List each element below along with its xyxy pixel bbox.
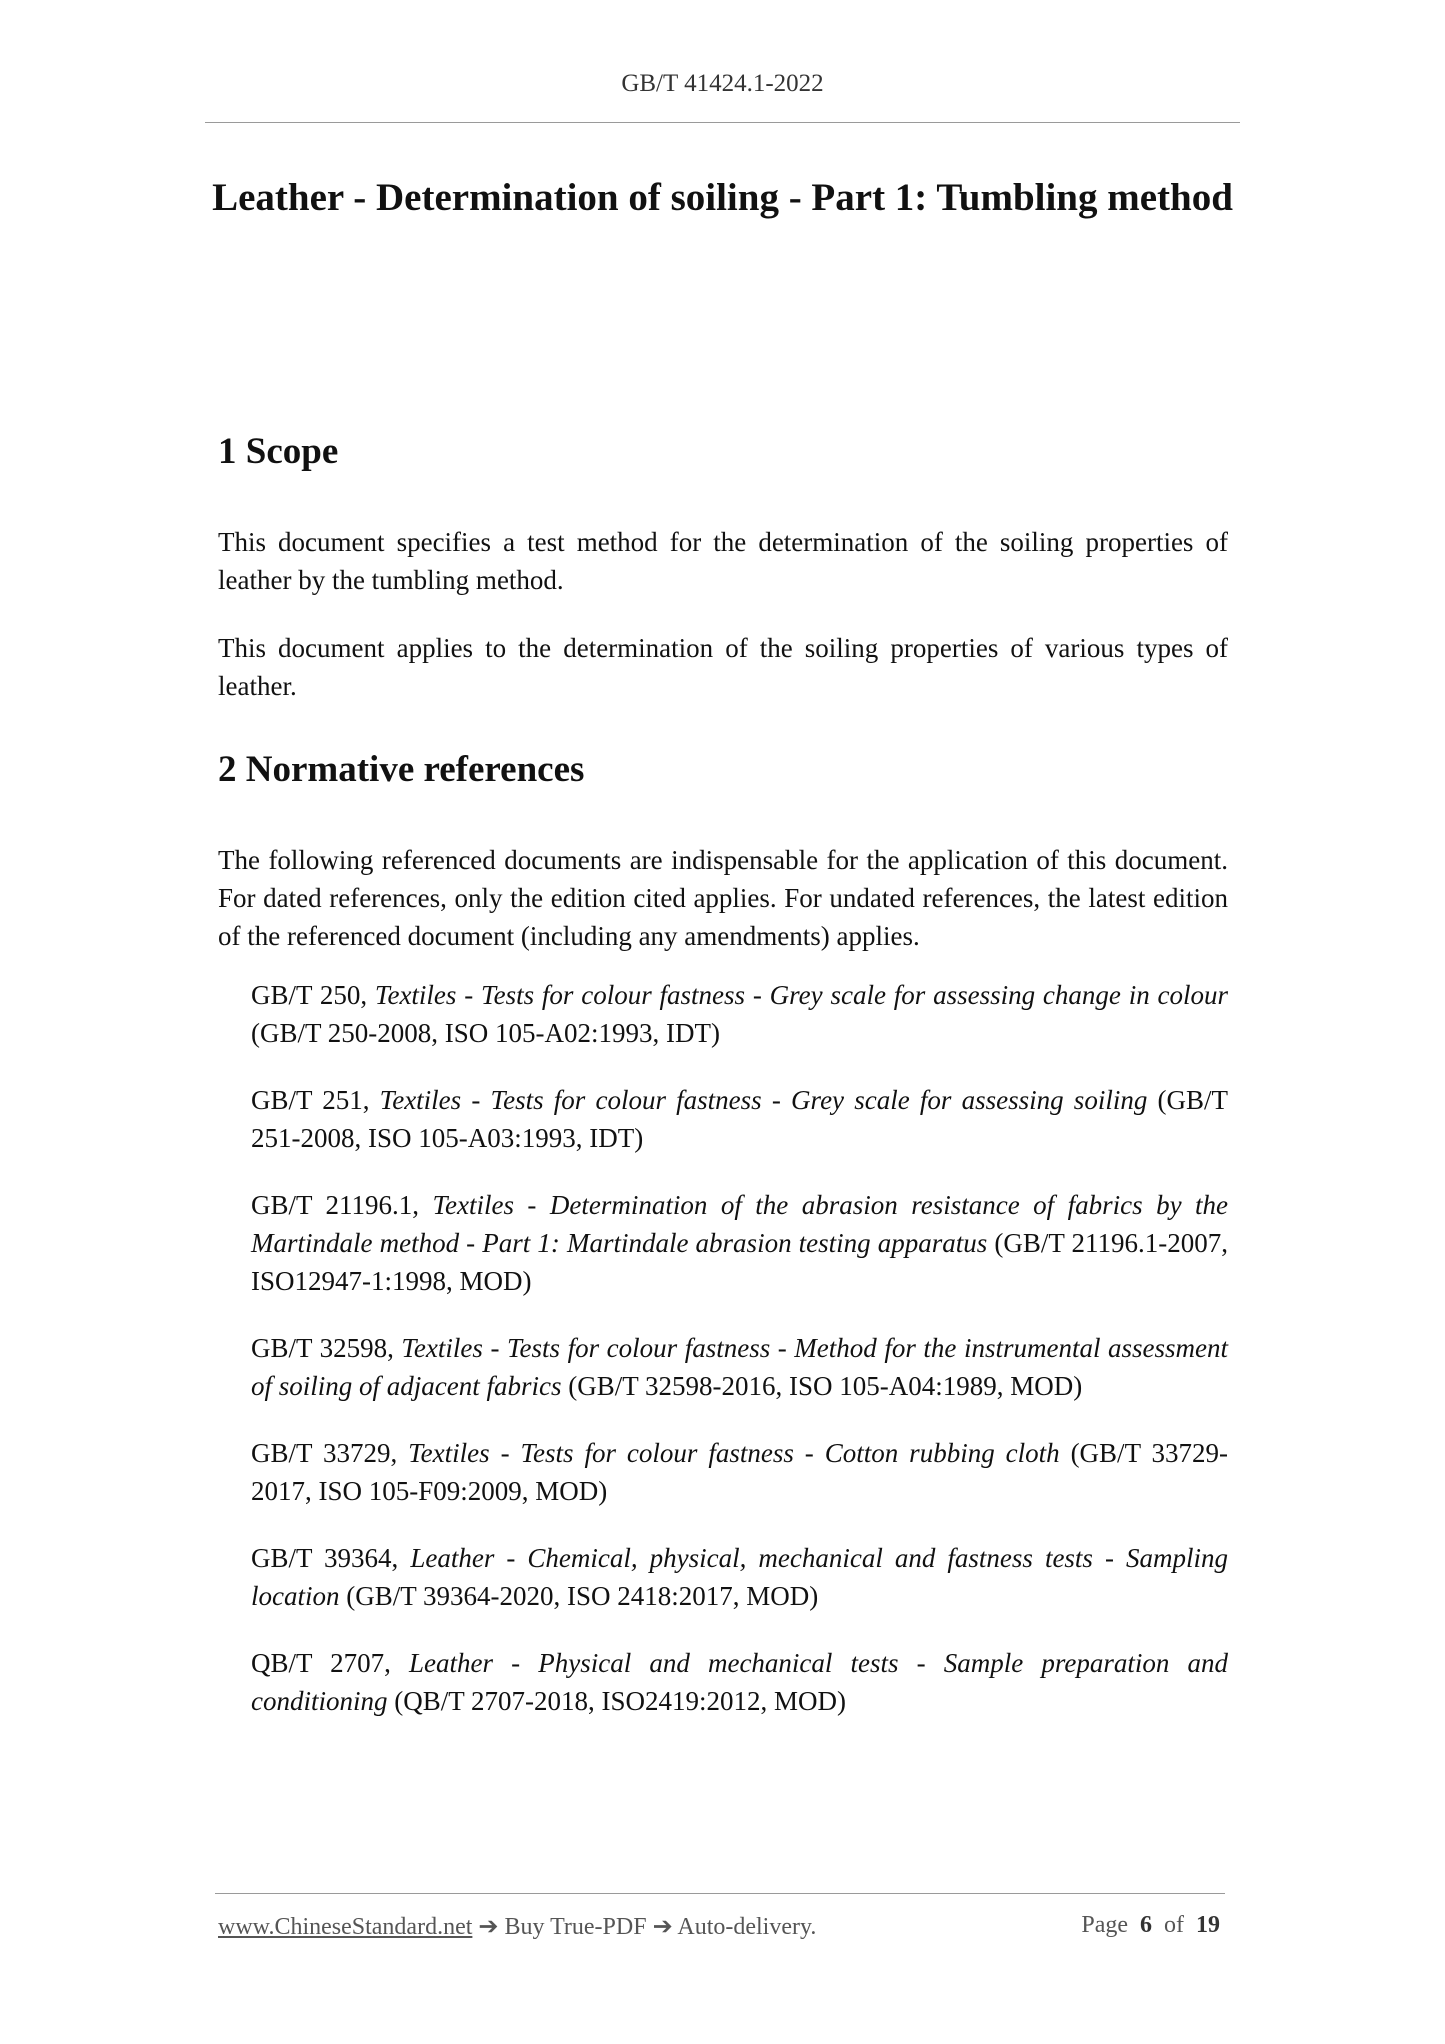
reference-code: GB/T 32598,: [251, 1333, 394, 1363]
reference-code: GB/T 250,: [251, 980, 368, 1010]
reference-title: Textiles - Tests for colour fastness - Method for the instrumental assessment of soiling of adjacent fabrics: [251, 1333, 1229, 1401]
reference-title: Textiles - Determination of the abrasion resistance of fabrics by the Martindale method - Part 1: Martindale abrasion testing apparatus: [251, 1190, 1229, 1258]
scope-paragraph-2: This document applies to the determination of the soiling properties of various types of leather.: [218, 633, 1228, 701]
reference-note: (GB/T 33729-2017, ISO 105-F09:2009, MOD): [251, 1438, 1228, 1506]
arrow-right-icon: ➔: [652, 1914, 673, 1940]
scope-paragraph-1: This document specifies a test method for the determination of the soiling properties of leather by the tumbling method.: [218, 527, 1228, 595]
reference-note: (GB/T 39364-2020, ISO 2418:2017, MOD): [346, 1581, 819, 1611]
reference-title: Textiles - Tests for colour fastness - Grey scale for assessing soiling: [379, 1085, 1148, 1115]
arrow-right-icon: ➔: [478, 1914, 499, 1940]
reference-item: [251, 1081, 1228, 1157]
reference-item: [251, 1539, 1228, 1615]
reference-item: [251, 1644, 1228, 1720]
reference-title: Leather - Physical and mechanical tests - Sample preparation and conditioning: [251, 1648, 1228, 1716]
section-heading-normative-references: 2 Normative references: [218, 749, 585, 790]
reference-note: (GB/T 251-2008, ISO 105-A03:1993, IDT): [251, 1085, 1229, 1153]
reference-note: (GB/T 32598-2016, ISO 105-A04:1989, MOD): [568, 1371, 1083, 1401]
reference-item: [251, 1434, 1228, 1510]
normative-references-intro: The following referenced documents are indispensable for the application of this document. For dated references, only the edition cited applies. For undated references, the latest edition of the referenced document (including any amendments) applies.: [218, 845, 1228, 951]
page-of-label: of: [1164, 1912, 1184, 1938]
reference-note: (GB/T 21196.1-2007, ISO12947-1:1998, MOD): [251, 1228, 1229, 1296]
chinesestandard-link[interactable]: www.ChineseStandard.net: [218, 1914, 473, 1940]
reference-list: [251, 976, 1228, 1749]
header-divider: [205, 122, 1240, 123]
reference-code: GB/T 39364,: [251, 1543, 399, 1573]
footer-promo: [218, 1912, 816, 1941]
document-title: Leather - Determination of soiling - Part 1: Tumbling method: [212, 176, 1233, 219]
reference-item: [251, 1186, 1228, 1300]
page-footer: [218, 1912, 1220, 1941]
reference-code: GB/T 21196.1,: [251, 1190, 419, 1220]
section-heading-scope: 1 Scope: [218, 431, 339, 472]
reference-title: Textiles - Tests for colour fastness - Cotton rubbing cloth: [408, 1438, 1060, 1468]
buy-true-pdf-text: Buy True-PDF: [504, 1914, 647, 1940]
document-code-header: GB/T 41424.1-2022: [621, 70, 824, 97]
auto-delivery-text: Auto-delivery.: [677, 1914, 817, 1940]
footer-divider: [215, 1893, 1225, 1894]
total-pages-number: 19: [1196, 1912, 1220, 1938]
reference-code: GB/T 33729,: [251, 1438, 398, 1468]
reference-code: GB/T 251,: [251, 1085, 370, 1115]
reference-item: [251, 1329, 1228, 1405]
reference-title: Leather - Chemical, physical, mechanical and fastness tests - Sampling location: [251, 1543, 1228, 1611]
reference-item: [251, 976, 1228, 1052]
reference-note: (QB/T 2707-2018, ISO2419:2012, MOD): [394, 1686, 846, 1716]
reference-code: QB/T 2707,: [251, 1648, 391, 1678]
reference-title: Textiles - Tests for colour fastness - Grey scale for assessing change in colour: [374, 980, 1229, 1010]
page-label: Page: [1081, 1912, 1128, 1938]
current-page-number: 6: [1140, 1912, 1152, 1938]
reference-note: (GB/T 250-2008, ISO 105-A02:1993, IDT): [251, 1018, 720, 1048]
page-indicator: [1081, 1912, 1220, 1941]
